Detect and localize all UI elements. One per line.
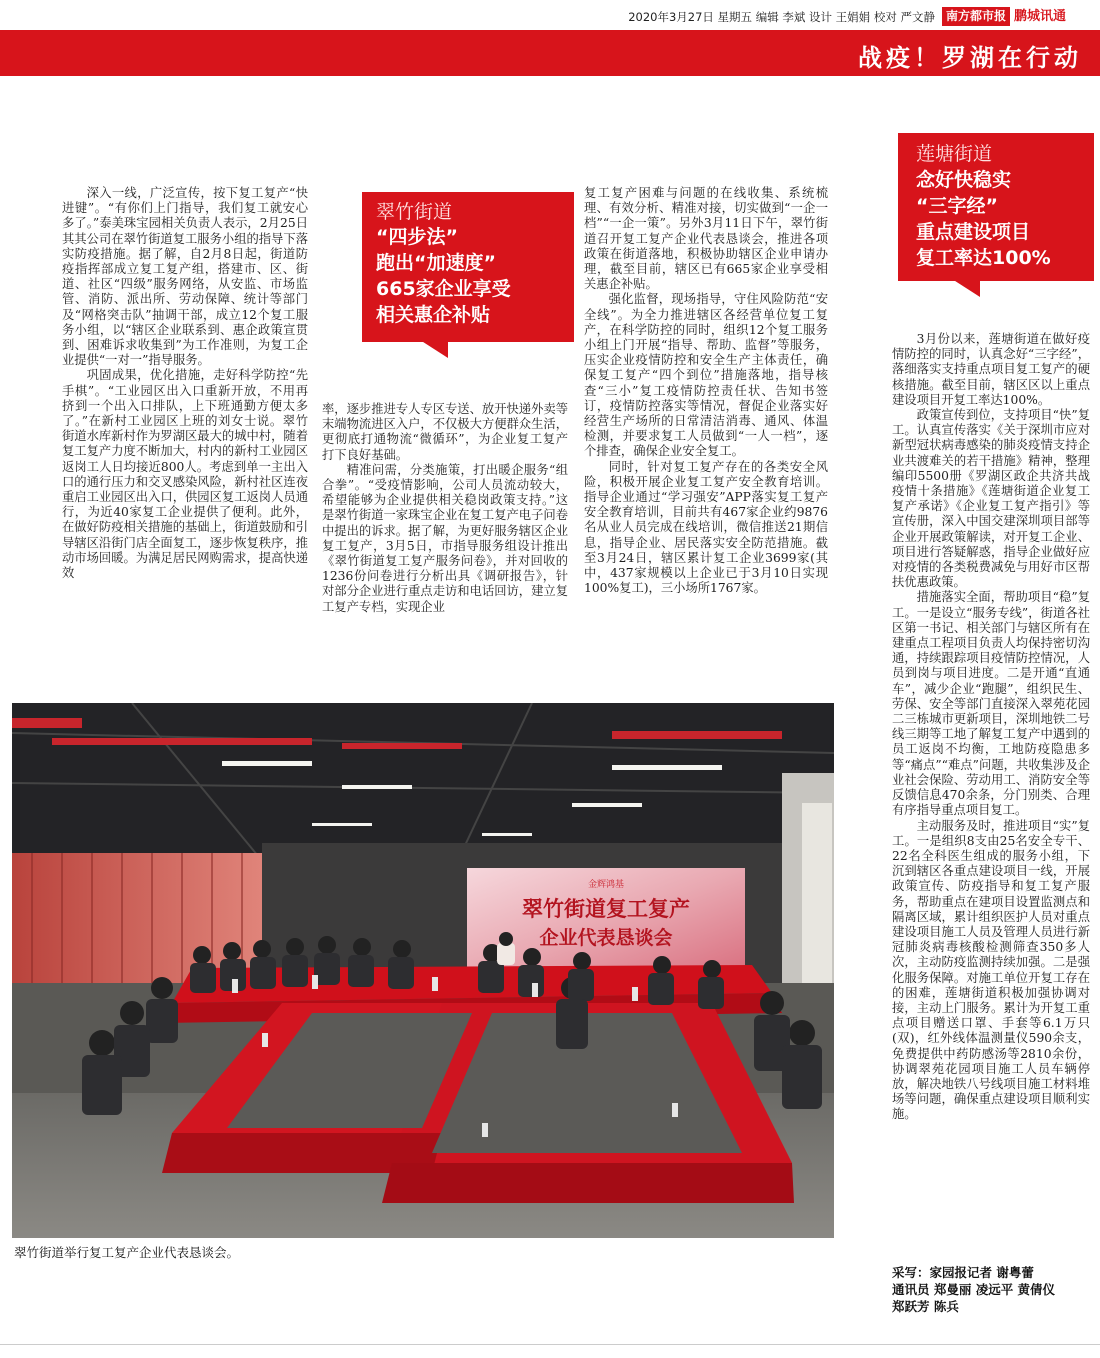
headline-line: 跑出“加速度”: [376, 252, 496, 274]
photo-caption: 翠竹街道举行复工复产企业代表恳谈会。: [14, 1245, 240, 1260]
paragraph: 率，逐步推进专人专区专送、放开快递外卖等末端物流进区入户，不仅极大方便群众生活，更彻底打通物流“微循环”，为企业复工复产打下良好基础。: [322, 402, 568, 462]
article-column-liantang: [892, 332, 1090, 1123]
headline-line: 重点建设项目: [916, 221, 1031, 243]
article-column-3: [584, 186, 828, 596]
newspaper-logo: [942, 7, 1092, 26]
headline-line: 665家企业享受: [376, 278, 511, 300]
paragraph: 复工复产困难与问题的在线收集、系统梳理、有效分析、精准对接，切实做到“一企一档”“一企一策”。另外3月11日下午，翠竹街道召开复工复产企业代表恳谈会，推进各项政策在街道落地，积极协助辖区企业申请办理，截至目前，辖区已有665家企业享受相关惠企补贴。: [584, 186, 828, 292]
bottom-divider: [0, 1344, 1100, 1345]
paragraph: 深入一线，广泛宣传，按下复工复产“快进键”。“有你们上门指导，我们复工就安心多了。”泰美珠宝园相关负责人表示，2月25日其其公司在翠竹街道复工服务小组的指导下落实防疫措施。据了解，自2月8日起，街道防疫指挥部成立复工复产组，搭建市、区、街道、社区“四级”服务网络，从安监、市场监管、消防、派出所、劳动保障、统计等部门及“网格突击队”抽调干部，成立12个复工服务小组，以“辖区企业联系到、惠企政策宣贯到、困难诉求收集到”为工作准则，为复工企业提供“一对一”指导服务。: [62, 186, 308, 368]
screen-logo: 金辉鸿基: [587, 880, 625, 890]
paragraph: 措施落实全面，帮助项目“稳”复工。一是设立“服务专线”，街道各社区第一书记、相关部门与辖区所有在建重点工程项目负责人均保持密切沟通，持续跟踪项目疫情防控情况，人员到岗与项目进度。二是开通“直通车”，减少企业“跑腿”，组织民生、劳保、安全等部门直接深入翠苑花园二三栋城市更新项目，深圳地铁二号线三期等工地了解复工复产中遇到的员工返岗不均衡，工地防疫隐患多等“痛点”“难点”问题，共收集涉及企业社会保险、劳动用工、消防安全等反馈信息470余条，分门别类、合理有序指导重点项目复工。: [892, 590, 1090, 818]
article-column-2: [322, 402, 568, 615]
paragraph: 3月份以来，莲塘街道在做好疫情防控的同时，认真念好“三字经”，落细落实支持重点项目复工复产的硬核措施。截至目前，辖区区以上重点建设项目开复工率达100%。: [892, 332, 1090, 407]
headline-box-tail: [420, 340, 448, 358]
section-banner: [0, 30, 1100, 76]
news-photo: [12, 703, 834, 1238]
paragraph: 精准问需，分类施策，打出暖企服务“组合拳”。“受疫情影响，公司人员流动较大，希望能够为企业提供相关稳岗政策支持。”这是翠竹街道一家珠宝企业在复工复产电子问卷中提出的诉求。据了解，为更好服务辖区企业复工复产，3月5日，市指导服务组设计推出《翠竹街道复工复产服务问卷》，并对回收的1236份问卷进行分析出具《调研报告》，针对部分企业进行重点走访和电话回访，建立复工复产专档，实现企业: [322, 462, 568, 614]
article-column-1: [62, 186, 308, 581]
byline: [892, 1264, 1092, 1315]
screen-title-line1: 翠竹街道复工复产: [522, 896, 690, 921]
headline-line: 复工率达100%: [916, 247, 1051, 269]
headline-box-liantang: [898, 133, 1094, 281]
logo-paper-name: 南方都市报: [942, 7, 1010, 26]
headline-line: “三字经”: [916, 195, 998, 217]
masthead: [0, 0, 1100, 28]
headline-line: 相关惠企补贴: [376, 304, 491, 326]
paragraph: 强化监督，现场指导，守住风险防范“安全线”。为全力推进辖区各经营单位复工复产，在科学防控的同时，组织12个复工服务小组上门开展“指导、帮助、监督”等服务，压实企业疫情防控和安全生产主体责任，确保复工复产“四个到位”措施落地，指导核查“三小”复工疫情防控责任状、告知书签订，疫情防控落实等情况，督促企业落实好经营生产场所的日常清洁消毒、通风、体温检测，并要求复工人员做到“一人一档”，逐个排查，确保企业安全复工。: [584, 292, 828, 459]
paragraph: 同时，针对复工复产存在的各类安全风险，积极开展企业复工复产安全教育培训。指导企业通过“学习强安”APP落实复工复产安全教育培训，目前共有467家企业约9876名从业人员完成在线培训，微信推送21期信息，指导企业、居民落实安全防范措施。截至3月24日，辖区累计复工企业3699家(其中，437家规模以上企业已于3月10日实现100%复工)，三小场所1767家。: [584, 459, 828, 596]
masthead-info: 2020年3月27日 星期五 编辑 李斌 设计 王娟娟 校对 严文静: [628, 10, 935, 24]
paragraph: 政策宣传到位，支持项目“快”复工。认真宣传落实《关于深圳市应对新型冠状病毒感染的肺炎疫情支持企业共渡难关的若干措施》精神，整理编印5500册《罗湖区政企共济共战疫情十条措施》《莲塘街道企业复工复产承诺》《企业复工复产指引》等宣传册，深入中国交建深圳项目部等企业开展政策解读，对开复工企业、项目进行答疑解惑，指导企业做好应对疫情的各类税费减免与用好市区帮扶优惠政策。: [892, 408, 1090, 590]
screen-title-line2: 企业代表恳谈会: [539, 927, 673, 949]
section-title: 战疫！罗湖在行动: [858, 44, 1082, 72]
byline-line: 郑跃芳 陈兵: [892, 1299, 959, 1314]
headline-line: 翠竹街道: [376, 201, 453, 223]
headline-box-tail: [952, 279, 980, 297]
headline-box-cuizhu: [362, 192, 574, 342]
logo-edition-name: 鹏城讯通: [1014, 9, 1067, 24]
paragraph: 巩固成果，优化措施，走好科学防控“先手棋”。“工业园区出入口重新开放，不用再挤到一个出入口排队，上下班通勤方便太多了。”在新村工业园区上班的刘女士说。翠竹街道水库新村作为罗湖区最大的城中村，随着复工复产力度不断加大，村内的新村工业园区返岗工人日均接近800人。考虑到单一主出入口的通行压力和交叉感染风险，新村社区连夜重启工业园区出入口，供园区复工返岗人员通行，为近40家复工企业提供了便利。此外，在做好防疫相关措施的基础上，街道鼓励和引导辖区沿街门店全面复工，逐步恢复秩序，推动市场回暖。为满足居民网购需求，提高快递效: [62, 368, 308, 581]
byline-line: 采写：家园报记者 谢粤蕾: [892, 1265, 1034, 1280]
headline-line: 念好快稳实: [916, 169, 1012, 191]
meeting-photo-illustration: [12, 703, 834, 1238]
headline-line: “四步法”: [376, 226, 458, 248]
paragraph: 主动服务及时，推进项目“实”复工。一是组织8支由25名安全专干、22名全科医生组成的服务小组，下沉到辖区各重点建设项目一线，开展政策宣传、防疫指导和复工复产服务，帮助重点在建项目设置监测点和隔离区域，累计组织医护人员对重点建设项目施工人员及管理人员进行新冠肺炎病毒核酸检测筛查350多人次，主动防疫监测持续加强。二是强化服务保障。对施工单位开复工存在的困难，莲塘街道积极加强协调对接，主动上门服务。累计为开复工重点项目赠送口罩、手套等6.1万只(双)，红外线体温测量仪590余支，免费提供中药防感汤等2810余份，协调翠苑花园项目施工人员车辆停放，解决地铁八号线项目施工材料堆场等问题，确保重点建设项目顺利实施。: [892, 818, 1090, 1122]
headline-line: 莲塘街道: [916, 143, 993, 165]
byline-line: 通讯员 郑曼丽 凌远平 黄倩仪: [892, 1282, 1056, 1297]
